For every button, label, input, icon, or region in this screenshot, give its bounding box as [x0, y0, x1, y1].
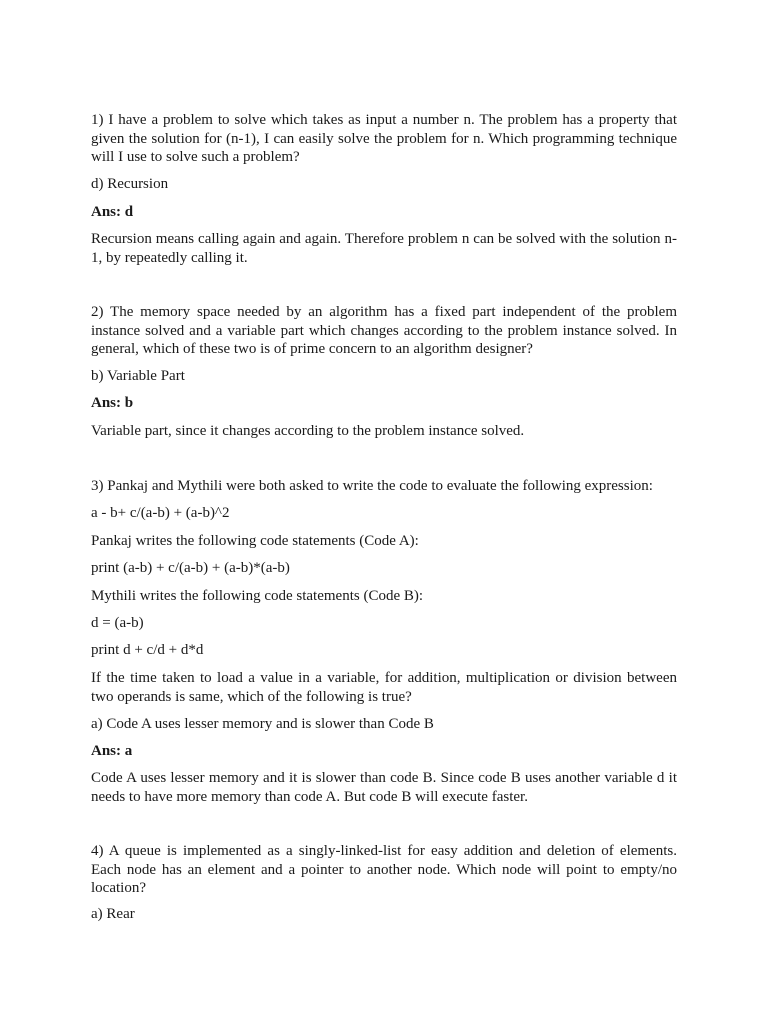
- question-2-explanation: Variable part, since it changes according to the problem instance solved.: [91, 423, 525, 439]
- question-1-explanation: Recursion means calling again and again. Therefore problem n can be solved with the solution n-1, by repeatedly calling it.: [91, 231, 677, 266]
- question-3-option: a) Code A uses lesser memory and is slower than Code B: [91, 716, 434, 732]
- question-3-condition: If the time taken to load a value in a variable, for addition, multiplication or division between two operands is same, which of the following is true?: [91, 670, 677, 705]
- question-2-option: b) Variable Part: [91, 368, 185, 384]
- question-4-text: 4) A queue is implemented as a singly-linked-list for easy addition and deletion of elements. Each node has an element and a pointer to another node. Which node will point to empty/no location?: [91, 843, 677, 896]
- question-4-option: a) Rear: [91, 906, 135, 922]
- question-3-code-a-intro: Pankaj writes the following code statements (Code A):: [91, 533, 419, 549]
- question-3-code-b-line-2: print d + c/d + d*d: [91, 642, 204, 658]
- question-3-code-a: print (a-b) + c/(a-b) + (a-b)*(a-b): [91, 560, 290, 576]
- question-3-explanation: Code A uses lesser memory and it is slower than code B. Since code B uses another variable d it needs to have more memory than code A. But code B will execute faster.: [91, 770, 677, 805]
- question-3-code-b-line-1: d = (a-b): [91, 615, 144, 631]
- question-3-text: 3) Pankaj and Mythili were both asked to write the code to evaluate the following expression:: [91, 478, 653, 494]
- question-1-answer: Ans: d: [91, 204, 134, 220]
- question-2-answer: Ans: b: [91, 395, 134, 411]
- question-3-code-b-intro: Mythili writes the following code statements (Code B):: [91, 588, 424, 604]
- question-3-expression: a - b+ c/(a-b) + (a-b)^2: [91, 505, 230, 521]
- question-3-answer: Ans: a: [91, 743, 133, 759]
- question-2-text: 2) The memory space needed by an algorithm has a fixed part independent of the problem instance solved and a variable part which changes according to the problem instance solved. In general, which of these two is of prime concern to an algorithm designer?: [91, 304, 677, 357]
- question-1-option: d) Recursion: [91, 176, 169, 192]
- question-1-text: 1) I have a problem to solve which takes as input a number n. The problem has a property that given the solution for (n-1), I can easily solve the problem for n. Which programming technique will I use to solve such a problem?: [91, 112, 677, 165]
